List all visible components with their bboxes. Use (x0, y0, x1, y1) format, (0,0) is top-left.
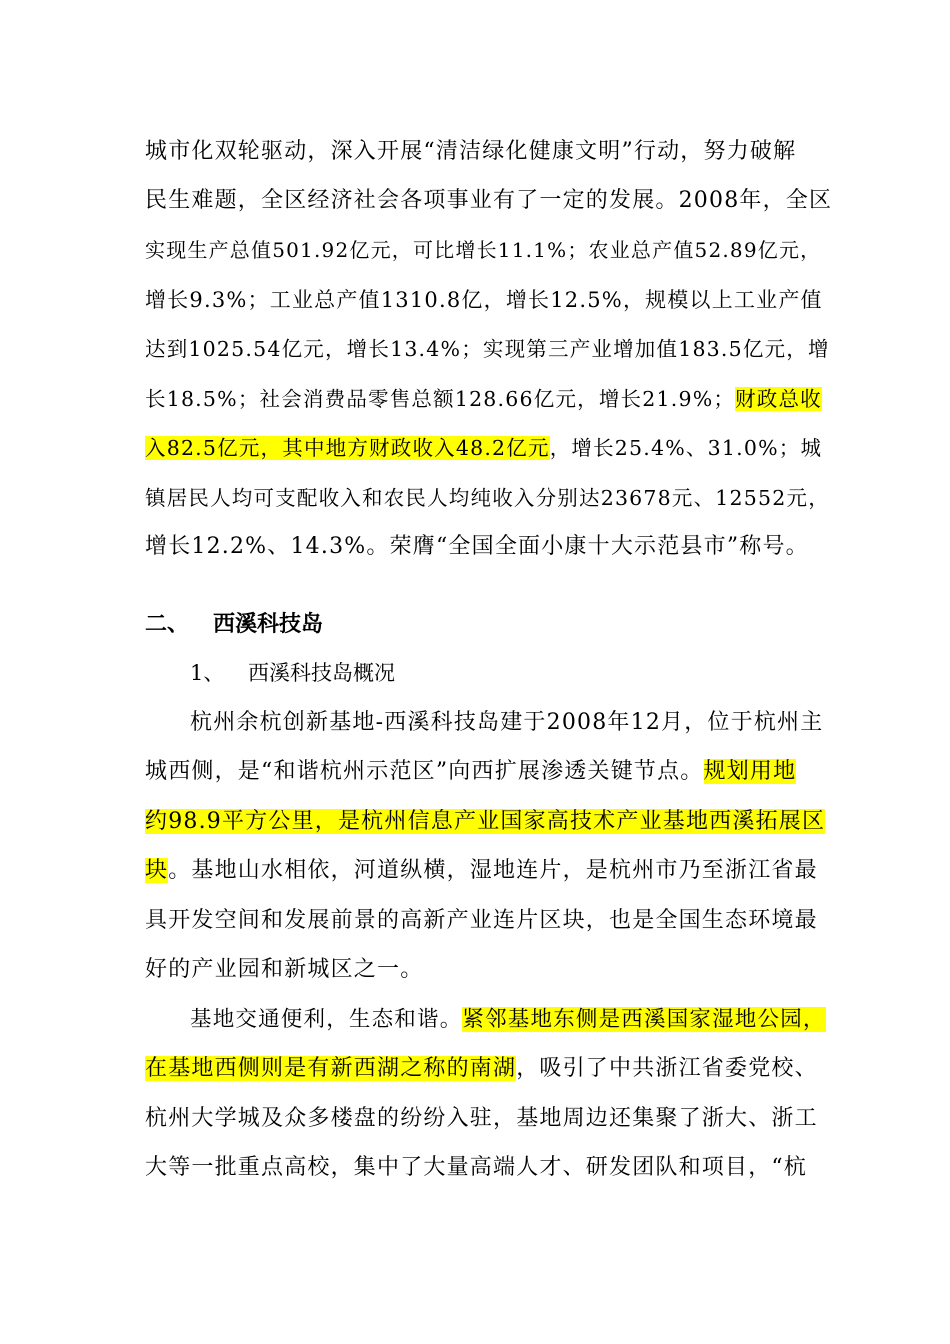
paragraph-line (145, 853, 835, 889)
paragraph-line (145, 183, 835, 219)
paragraph-line (190, 705, 835, 741)
text-span: 增长12.2%、14.3%。荣膺“全国全面小康十大示范县市”称号。 (145, 534, 809, 559)
paragraph-line (145, 282, 835, 318)
highlighted-text: 块 (145, 858, 169, 883)
paragraph-line (145, 430, 835, 466)
text-span: 长18.5%；社会消费品零售总额128.66亿元，增长21.9%； (145, 387, 736, 411)
section-number: 二、 (145, 611, 190, 637)
text-span: 杭州余杭创新基地-西溪科技岛建于2008年12月，位于杭州主 (190, 710, 824, 735)
text-span: ，增长25.4%、31.0%；城 (549, 436, 823, 460)
paragraph-line (145, 952, 835, 988)
subsection-title: 西溪科技岛概况 (248, 661, 395, 685)
subsection-number: 1、 (190, 661, 225, 685)
paragraph-line (145, 381, 835, 417)
text-span: ，吸引了中共浙江省委党校、 (516, 1056, 818, 1081)
text-span: 达到1025.54亿元，增长13.4%；实现第三产业增加值183.5亿元，增 (145, 337, 830, 361)
paragraph-line (145, 1101, 835, 1137)
highlighted-text: 约98.9平方公里，是杭州信息产业国家高技术产业基地西溪拓展区 (145, 809, 826, 834)
subsection-heading (190, 655, 395, 691)
text-span: 好的产业园和新城区之一。 (145, 957, 424, 982)
paragraph-line (190, 1002, 835, 1038)
paragraph-line (145, 754, 835, 790)
highlighted-text: 在基地西侧则是有新西湖之称的南湖 (145, 1056, 517, 1081)
text-span: 实现生产总值501.92亿元，可比增长11.1%；农业总产值52.89亿元， (145, 238, 822, 262)
paragraph-line (145, 1051, 835, 1087)
highlighted-text: 财政总收 (735, 387, 822, 411)
paragraph-line (145, 1150, 835, 1186)
highlighted-text: 紧邻基地东侧是西溪国家湿地公园， (462, 1007, 826, 1032)
paragraph-line (145, 903, 835, 939)
text-span: 增长9.3%；工业总产值1310.8亿，增长12.5%，规模以上工业产值 (145, 288, 823, 312)
text-span: 基地交通便利，生态和谐。 (190, 1007, 463, 1032)
highlighted-text: 规划用地 (703, 759, 797, 784)
text-span: 。基地山水相依，河道纵横，湿地连片，是杭州市乃至浙江省最 (168, 858, 818, 883)
text-span: 城市化双轮驱动，深入开展“清洁绿化健康文明”行动，努力破解 (145, 139, 797, 164)
text-span: 城西侧，是“和谐杭州示范区”向西扩展渗透关键节点。 (145, 759, 704, 784)
section-heading (145, 606, 323, 642)
paragraph-line (145, 134, 835, 170)
paragraph-line (145, 480, 835, 516)
section-title: 西溪科技岛 (213, 611, 324, 637)
highlighted-text: 入82.5亿元，其中地方财政收入48.2亿元 (145, 436, 550, 460)
text-span: 具开发空间和发展前景的高新产业连片区块，也是全国生态环境最 (145, 908, 818, 933)
text-span: 民生难题，全区经济社会各项事业有了一定的发展。2008年，全区 (145, 188, 833, 213)
paragraph-line (145, 232, 835, 268)
text-span: 杭州大学城及众多楼盘的纷纷入驻，基地周边还集聚了浙大、浙工 (145, 1106, 818, 1131)
paragraph-line (145, 804, 835, 840)
text-span: 镇居民人均可支配收入和农民人均纯收入分别达23678元、12552元， (145, 486, 830, 510)
paragraph-line (145, 331, 835, 367)
text-span: 大等一批重点高校，集中了大量高端人才、研发团队和项目，“杭 (145, 1155, 808, 1180)
paragraph-line (145, 529, 835, 565)
